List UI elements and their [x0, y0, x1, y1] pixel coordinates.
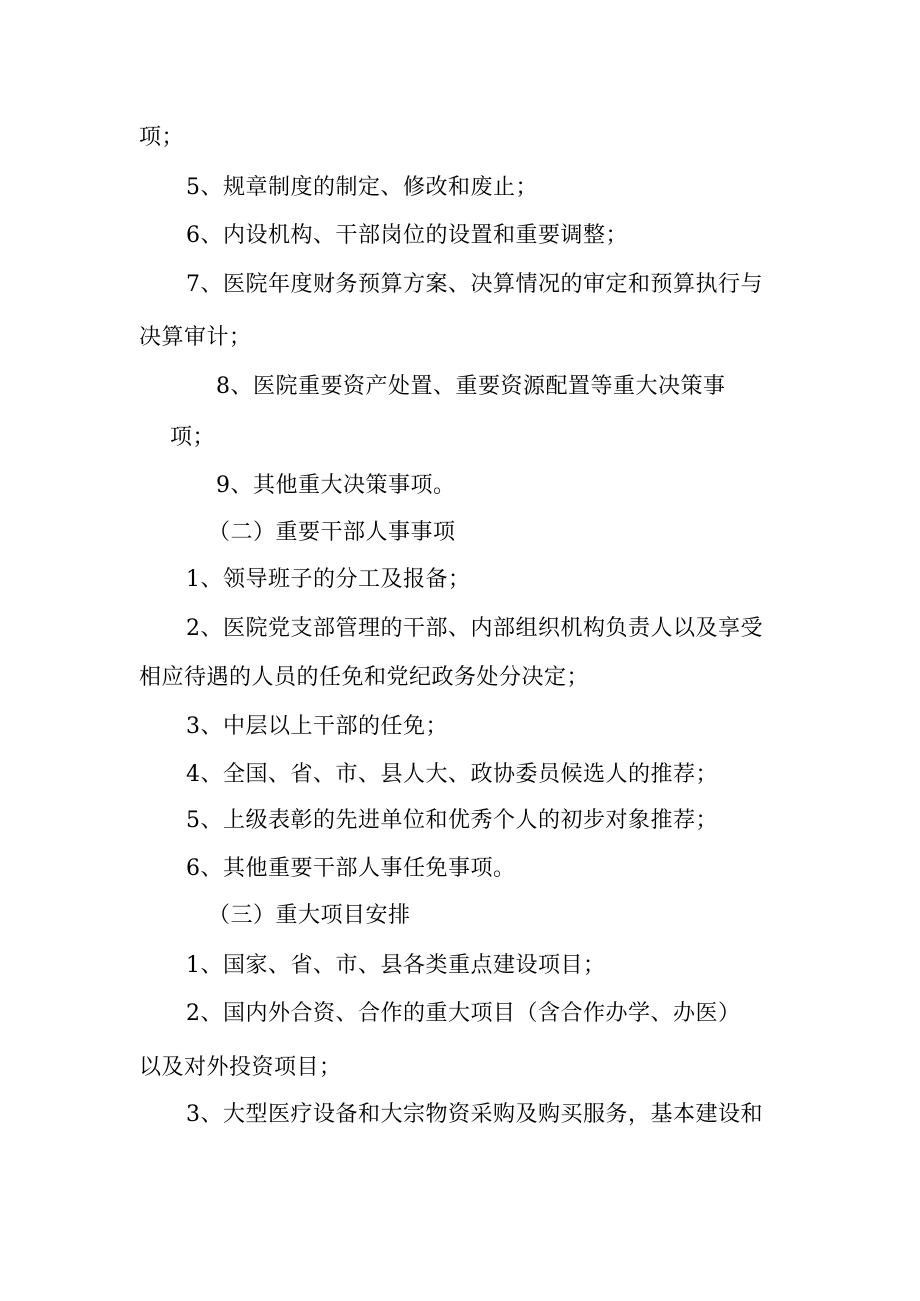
- text-line: 8、医院重要资产处置、重要资源配置等重大决策事: [216, 374, 726, 399]
- text-line: 6、其他重要干部人事任免事项。: [186, 856, 516, 881]
- text-line: 1、领导班子的分工及报备；: [186, 567, 471, 592]
- text-line: 2、医院党支部管理的干部、内部组织机构负责人以及享受: [186, 616, 763, 641]
- text-line: 6、内设机构、干部岗位的设置和重要调整；: [186, 223, 628, 248]
- text-line: 3、中层以上干部的任免；: [186, 714, 448, 739]
- text-line: 5、上级表彰的先进单位和优秀个人的初步对象推荐；: [186, 808, 718, 833]
- text-line: 1、国家、省、市、县各类重点建设项目；: [186, 953, 606, 978]
- text-line: 3、大型医疗设备和大宗物资采购及购买服务，基本建设和: [186, 1102, 763, 1127]
- text-line: 7、医院年度财务预算方案、决算情况的审定和预算执行与: [186, 272, 763, 297]
- text-line: 相应待遇的人员的任免和党纪政务处分决定；: [139, 665, 590, 690]
- text-line: 4、全国、省、市、县人大、政协委员候选人的推荐；: [186, 762, 718, 787]
- section-heading: （二）重要干部人事事项: [208, 520, 456, 545]
- text-line: 项；: [170, 425, 216, 450]
- text-line: 9、其他重大决策事项。: [216, 473, 456, 498]
- text-line: 项；: [139, 125, 185, 150]
- text-line: 5、规章制度的制定、修改和废止；: [186, 175, 538, 200]
- text-line: 以及对外投资项目；: [139, 1055, 342, 1080]
- text-line: 决算审计；: [139, 325, 252, 350]
- section-heading: （三）重大项目安排: [208, 903, 411, 928]
- text-line: 2、国内外合资、合作的重大项目（含合作办学、办医）: [186, 1001, 741, 1026]
